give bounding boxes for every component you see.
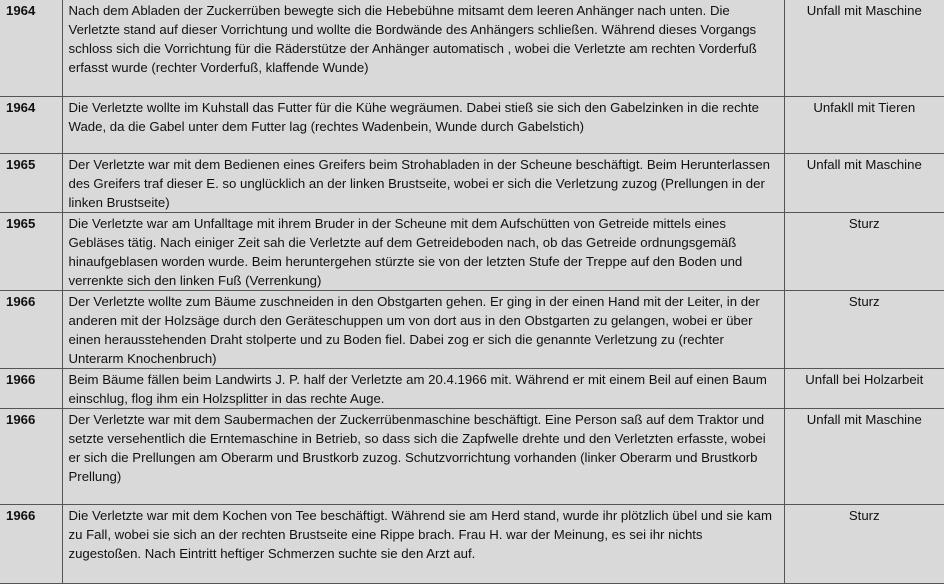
- table-row: [0, 96, 944, 153]
- year-cell: 1966: [0, 408, 62, 504]
- category-cell: Unfall mit Maschine: [784, 153, 944, 212]
- description-cell: Der Verletzte war mit dem Bedienen eines Greifers beim Strohabladen in der Scheune beschäftigt. Beim Herunterlassen des Greifers traf dieser E. so unglücklich an der linken Brustseite, wobei er sich die Verletzung zuzog (Prellungen in der linken Brustseite): [62, 153, 784, 212]
- description-cell: Die Verletzte war mit dem Kochen von Tee beschäftigt. Während sie am Herd stand, wurde ihr plötzlich übel und sie kam zu Fall, wobei sie sich an der rechten Brustseite eine Rippe brach. Frau H. war der Meinung, es sei ihr nichts zugestoßen. Nach Eintritt heftiger Schmerzen suchte sie den Arzt auf.: [62, 504, 784, 583]
- category-cell: Unfall bei Holzarbeit: [784, 368, 944, 408]
- description-cell: Der Verletzte wollte zum Bäume zuschneiden in den Obstgarten gehen. Er ging in der einen Hand mit der Leiter, in der anderen mit der Holzsäge durch den Geräteschuppen um von dort aus in den Obstgarten zu gelangen, wobei er über einen herausstehenden Draht stolperte und zu Boden fiel. Dabei zog er sich die genannte Verletzung zu (rechter Unterarm Knochenbruch): [62, 290, 784, 368]
- table-row: [0, 504, 944, 583]
- year-cell: 1966: [0, 504, 62, 583]
- year-cell: 1966: [0, 290, 62, 368]
- table-row: [0, 368, 944, 408]
- description-cell: Die Verletzte war am Unfalltage mit ihrem Bruder in der Scheune mit dem Aufschütten von Getreide mittels eines Gebläses tätig. Nach einiger Zeit sah die Verletzte auf dem Getreideboden nach, ob das Getreide ordnungsgemäß hinaufgeblasen worden wurde. Beim heruntergehen stürzte sie von der letzten Stufe der Treppe auf den Boden und verrenkte sich den linken Fuß (Verrenkung): [62, 212, 784, 290]
- category-cell: Unfakll mit Tieren: [784, 96, 944, 153]
- table-row: [0, 0, 944, 96]
- category-cell: Sturz: [784, 290, 944, 368]
- table-row: [0, 153, 944, 212]
- category-cell: Unfall mit Maschine: [784, 408, 944, 504]
- year-cell: 1966: [0, 368, 62, 408]
- year-cell: 1965: [0, 212, 62, 290]
- year-cell: 1965: [0, 153, 62, 212]
- description-cell: Die Verletzte wollte im Kuhstall das Futter für die Kühe wegräumen. Dabei stieß sie sich den Gabelzinken in die rechte Wade, da die Gabel unter dem Futter lag (rechtes Wadenbein, Wunde durch Gabelstich): [62, 96, 784, 153]
- year-cell: 1964: [0, 96, 62, 153]
- category-cell: Sturz: [784, 504, 944, 583]
- category-cell: Sturz: [784, 212, 944, 290]
- description-cell: Beim Bäume fällen beim Landwirts J. P. half der Verletzte am 20.4.1966 mit. Während er mit einem Beil auf einen Baum einschlug, flog ihm ein Holzsplitter in das rechte Auge.: [62, 368, 784, 408]
- category-cell: Unfall mit Maschine: [784, 0, 944, 96]
- table-row: [0, 212, 944, 290]
- year-cell: 1964: [0, 0, 62, 96]
- table-row: [0, 290, 944, 368]
- table-row: [0, 408, 944, 504]
- description-cell: Der Verletzte war mit dem Saubermachen der Zuckerrübenmaschine beschäftigt. Eine Person saß auf dem Traktor und setzte versehentlich die Erntemaschine in Betrieb, so dass sich die Zapfwelle drehte und den Verletzten erfasste, wobei er sich die Prellungen am Oberarm und Brustkorb zuzog. Schutzvorrichtung vorhanden (linker Oberarm und Brustkorb Prellung): [62, 408, 784, 504]
- description-cell: Nach dem Abladen der Zuckerrüben bewegte sich die Hebebühne mitsamt dem leeren Anhänger nach unten. Die Verletzte stand auf dieser Vorrichtung und wollte die Bordwände des Anhängers schließen. Während dieses Vorgangs schloss sich die Vorrichtung für die Räderstütze der Anhänger automatisch , wobei die Verletzte am rechten Vorderfuß erfasst wurde (rechter Vorderfuß, klaffende Wunde): [62, 0, 784, 96]
